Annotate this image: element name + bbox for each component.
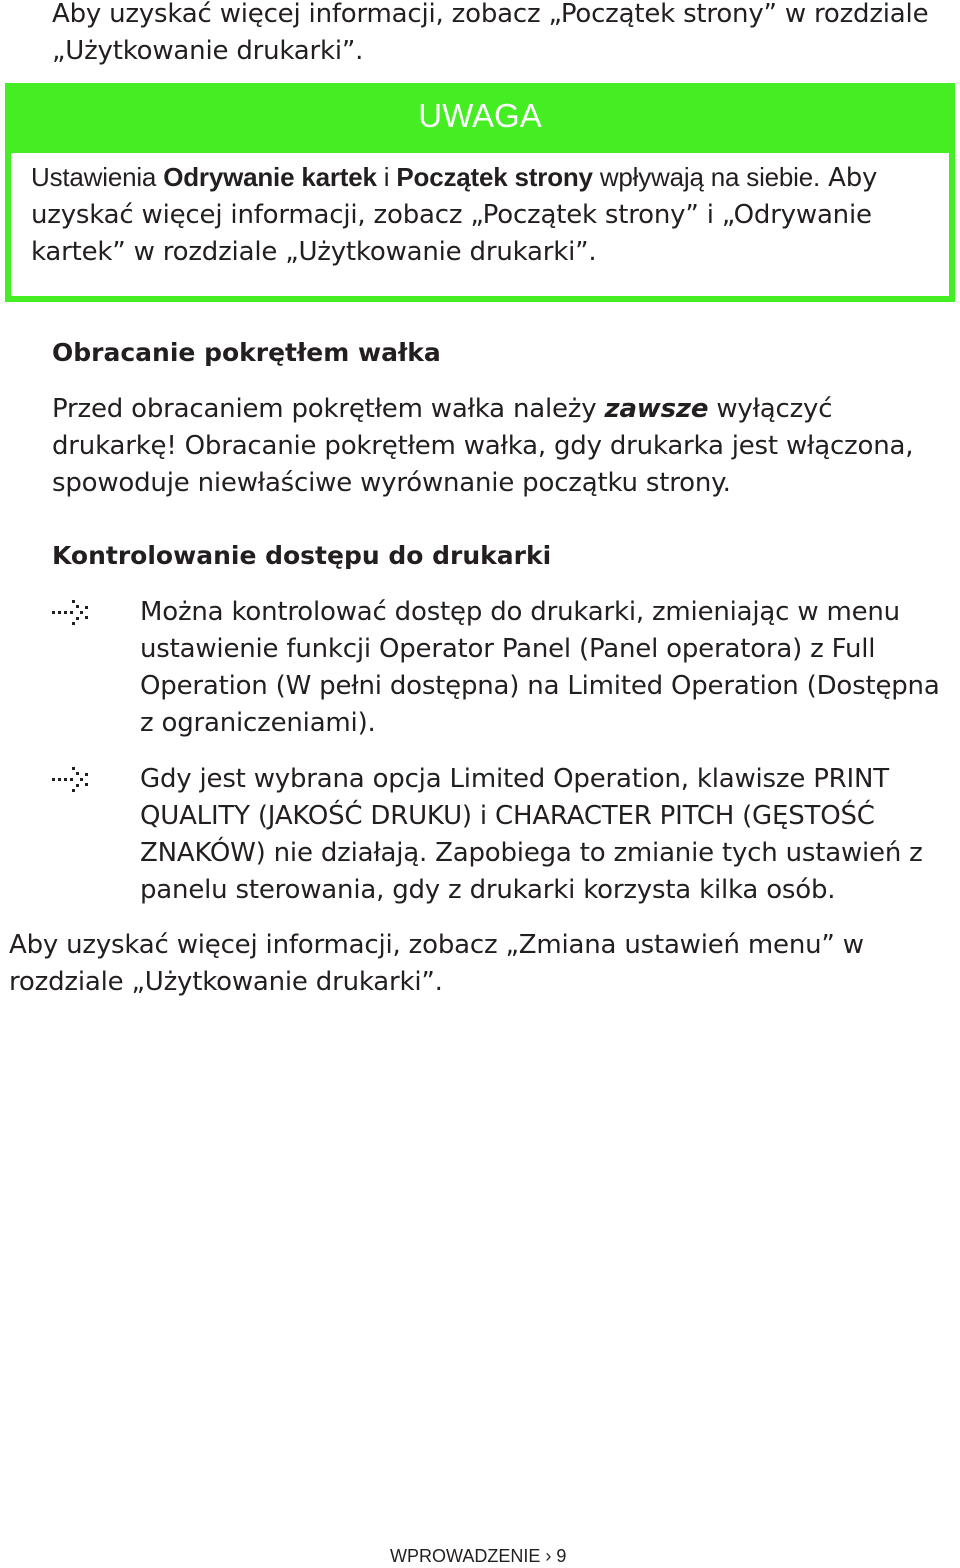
note-bold-top-of-form: Początek strony <box>396 162 593 192</box>
list-item <box>52 594 957 742</box>
note-title: UWAGA <box>11 83 949 153</box>
note-body <box>11 153 960 271</box>
dotted-arrow-icon <box>52 765 92 795</box>
outro-text: Aby uzyskać więcej informacji, zobacz „Zmiana ustawień menu” w rozdziale „Użytkowanie drukarki”. <box>9 930 864 997</box>
note-text-1: Ustawienia <box>31 162 164 192</box>
platen-text-after: wyłączyć drukarkę! Obracanie pokrętłem wałka, gdy drukarka jest włączona, spowoduje niewłaściwe wyrównanie początku strony. <box>52 394 914 498</box>
footer-separator: › <box>545 1546 552 1566</box>
note-text-2: i <box>376 162 397 192</box>
note-text-4: Aby uzyskać więcej informacji, zobacz „Początek strony” i „Odrywanie kartek” w rozdziale „Użytkowanie drukarki”. <box>31 163 878 267</box>
note-box <box>5 83 955 302</box>
dotted-arrow-icon <box>52 598 92 628</box>
footer-section: WPROWADZENIE <box>390 1546 541 1566</box>
platen-text-before: Przed obracaniem pokrętłem wałka należy <box>52 394 605 424</box>
intro-line-2: „Użytkowanie drukarki”. <box>52 36 364 66</box>
note-text-3: wpływają na siebie. <box>592 162 821 192</box>
page-number: 9 <box>556 1546 567 1566</box>
platen-paragraph <box>52 391 957 502</box>
section-heading-printer-access: Kontrolowanie dostępu do drukarki <box>52 541 552 570</box>
platen-text <box>52 391 957 502</box>
note-bold-tear-off: Odrywanie kartek <box>163 162 377 192</box>
note-text <box>31 159 960 271</box>
intro-paragraph <box>52 0 952 70</box>
platen-emphasis: zawsze <box>604 394 709 424</box>
outro-paragraph <box>9 927 909 1001</box>
intro-line-1: Aby uzyskać więcej informacji, zobacz „Początek strony” w rozdziale <box>52 0 929 29</box>
section-heading-platen-knob: Obracanie pokrętłem wałka <box>52 338 441 367</box>
page-footer <box>390 1546 566 1567</box>
bullet-text: Można kontrolować dostęp do drukarki, zmieniając w menu ustawienie funkcji Operator Panel (Panel operatora) z Full Operation (W pełni dostępna) na Limited Operation (Dostępna z ograniczeniami). <box>140 597 940 738</box>
bullet-text: Gdy jest wybrana opcja Limited Operation, klawisze PRINT QUALITY (JAKOŚĆ DRUKU) i CHARACTER PITCH (GĘSTOŚĆ ZNAKÓW) nie działają. Zapobiega to zmianie tych ustawień z panelu sterowania, gdy z drukarki korzysta kilka osób. <box>140 764 923 905</box>
list-item <box>52 761 957 909</box>
